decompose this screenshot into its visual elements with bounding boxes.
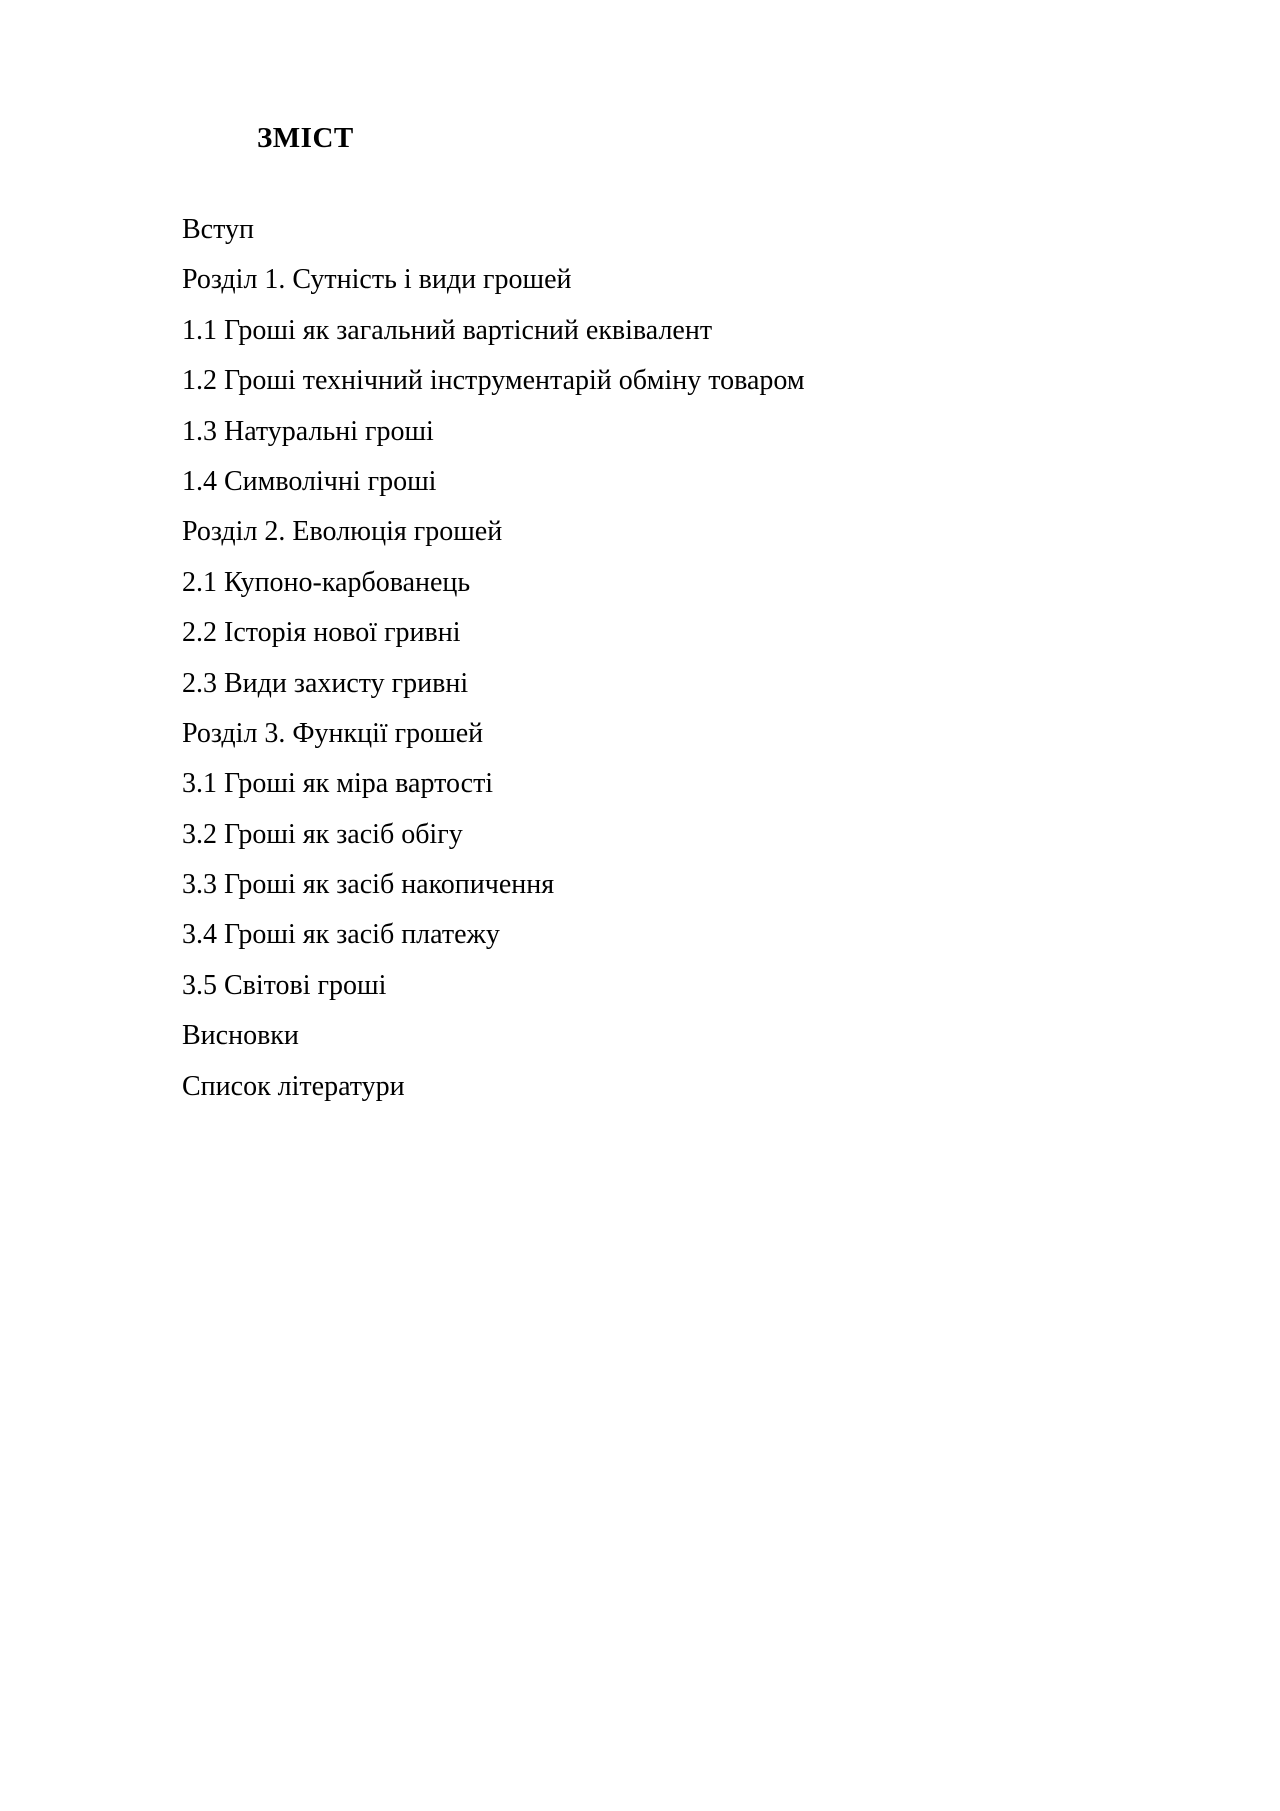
toc-item-2-1: 2.1 Купоно-карбованець [182, 566, 471, 598]
toc-item-3-1: 3.1 Гроші як міра вартості [182, 768, 494, 800]
toc-item-chapter-3: Розділ 3. Функції грошей [182, 717, 484, 749]
toc-item-chapter-1: Розділ 1. Сутність і види грошей [182, 264, 572, 296]
toc-item-intro: Вступ [182, 214, 254, 245]
toc-item-3-2: 3.2 Гроші як засіб обігу [182, 818, 463, 850]
toc-item-3-4: 3.4 Гроші як засіб платежу [182, 919, 500, 951]
toc-item-3-3: 3.3 Гроші як засіб накопичення [182, 869, 555, 901]
toc-item-conclusions: Висновки [182, 1020, 299, 1052]
toc-item-chapter-2: Розділ 2. Еволюція грошей [182, 516, 503, 548]
table-of-contents [182, 210, 805, 1117]
toc-item-1-3: 1.3 Натуральні гроші [182, 415, 434, 447]
toc-item-2-2: 2.2 Історія нової гривні [182, 617, 461, 649]
toc-item-references: Список літератури [182, 1070, 405, 1102]
toc-item-3-5: 3.5 Світові гроші [182, 969, 387, 1001]
toc-title: ЗМІСТ [257, 122, 354, 154]
toc-item-2-3: 2.3 Види захисту гривні [182, 667, 469, 699]
toc-item-1-2: 1.2 Гроші технічний інструментарій обміну товаром [182, 365, 805, 397]
toc-item-1-4: 1.4 Символічні гроші [182, 465, 437, 497]
toc-item-1-1: 1.1 Гроші як загальний вартісний еквівалент [182, 314, 713, 346]
